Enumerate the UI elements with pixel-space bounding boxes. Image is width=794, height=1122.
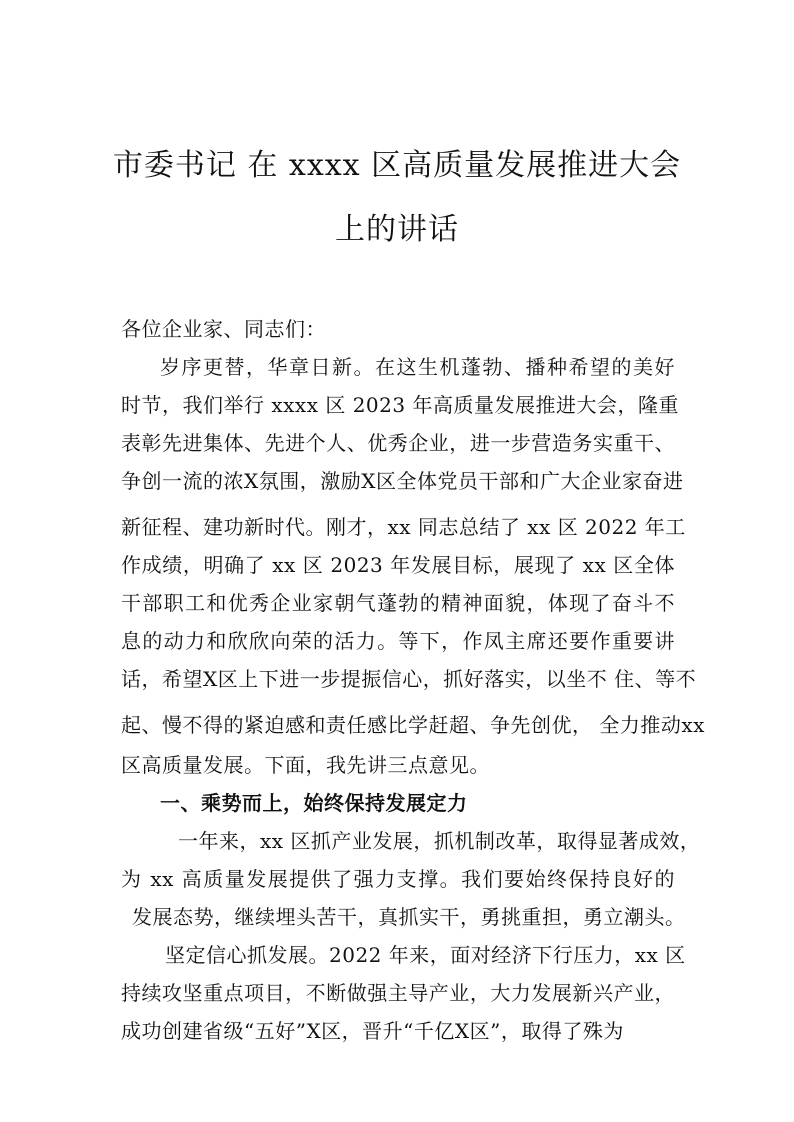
- paragraph-line: 成功创建省级“五好”X区，晋升“千亿X区”，取得了殊为: [121, 1019, 624, 1043]
- paragraph-line: 时节，我们举行 xxxx 区 2023 年高质量发展推进大会，隆重: [121, 393, 679, 417]
- paragraph-line: 区高质量发展。下面，我先讲三点意见。: [121, 753, 490, 777]
- document-title-line-2: 上的讲话: [335, 212, 459, 247]
- paragraph-line: 岁序更替，华章日新。在这生机蓬勃、播种希望的美好: [160, 355, 675, 379]
- paragraph-line: 作成绩，明确了 xx 区 2023 年发展目标，展现了 xx 区全体: [121, 553, 675, 577]
- paragraph-line: 坚定信心抓发展。2022 年来，面对经济下行压力，xx 区: [165, 943, 686, 967]
- paragraph-line: 表彰先进集体、先进个人、优秀企业，进一步营造务实重干、: [121, 431, 675, 455]
- salutation: 各位企业家、同志们：: [121, 317, 326, 341]
- paragraph-line: 持续攻坚重点项目，不断做强主导产业，大力发展新兴产业，: [121, 981, 675, 1005]
- section-heading: 一、乘势而上，始终保持发展定力: [160, 791, 468, 815]
- paragraph-line: 发展态势，继续埋头苦干，真抓实干，勇挑重担，勇立潮头。: [132, 905, 686, 929]
- paragraph-line: 起、慢不得的紧迫感和责任感比学赶超、争先创优， 全力推动xx: [121, 713, 705, 737]
- paragraph-line: 为 xx 高质量发展提供了强力支撑。我们要始终保持良好的: [121, 867, 675, 891]
- paragraph-line: 干部职工和优秀企业家朝气蓬勃的精神面貌，体现了奋斗不: [121, 591, 675, 615]
- document-title-line-1: 市委书记 在 xxxx 区高质量发展推进大会: [112, 148, 682, 183]
- paragraph-line: 争创一流的浓X氛围，激励X区全体党员干部和广大企业家奋进: [121, 469, 684, 493]
- paragraph-line: 话，希望X区上下进一步提振信心，抓好落实，以坐不 住、等不: [121, 667, 697, 691]
- paragraph-line: 息的动力和欣欣向荣的活力。等下，作凤主席还要作重要讲: [121, 629, 675, 653]
- paragraph-line: 一年来，xx 区抓产业发展，抓机制改革，取得显著成效，: [178, 829, 701, 853]
- paragraph-line: 新征程、建功新时代。刚才，xx 同志总结了 xx 区 2022 年工: [121, 515, 686, 539]
